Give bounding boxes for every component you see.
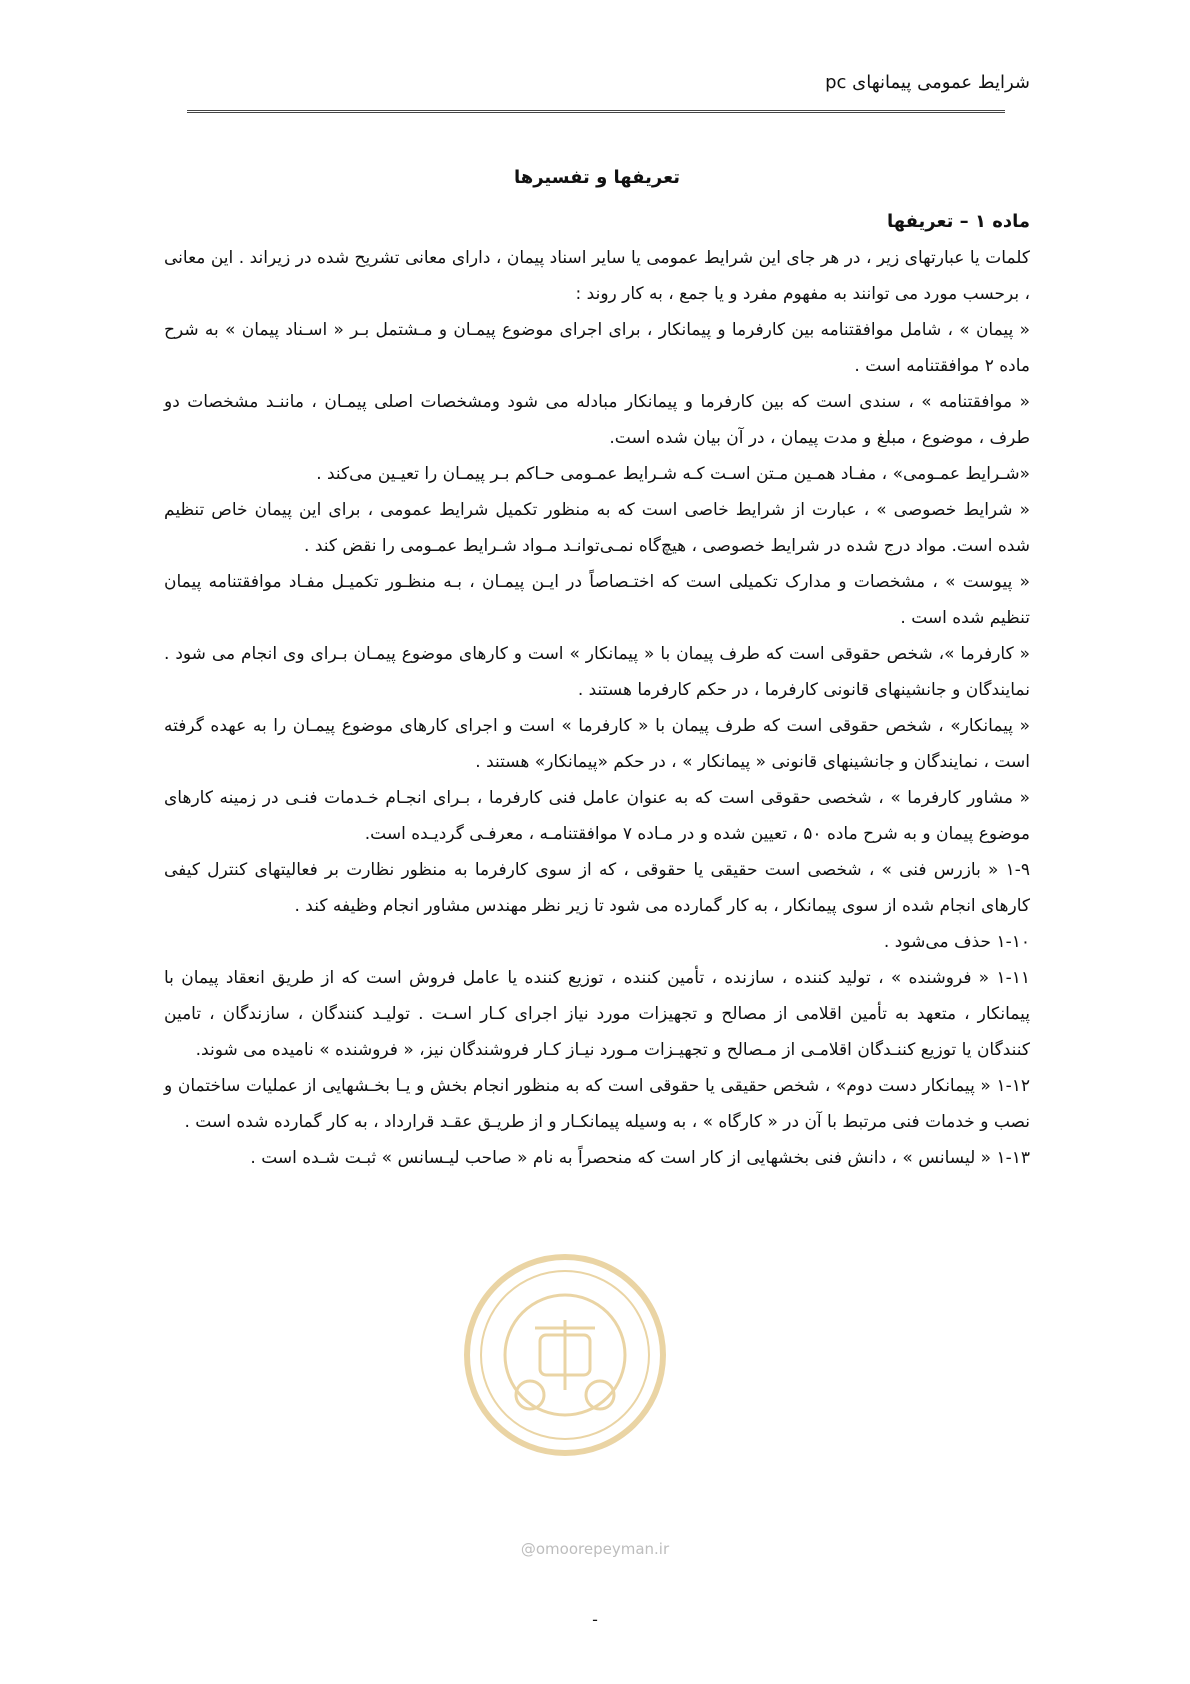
paragraph-definition: « پیوست » ، مشخصات و مدارک تکمیلی است که اختـصاصاً در ایـن پیمـان ، بـه منظـور تکمیـل مفـاد موافقتنامه پیمان تنظیم شده است . [164, 572, 1030, 628]
watermark-seal-icon [460, 1250, 670, 1460]
paragraph-definition: ۱-۱۰ حذف می‌شود . [883, 932, 1030, 952]
article-title: ماده ۱ – تعریفها [886, 211, 1030, 232]
paragraph-definition: ۱-۱۱ « فروشنده » ، تولید کننده ، سازنده ، تأمین کننده ، توزیع کننده یا عامل فروش است که از طریق انعقاد پیمان با پیمانکار ، متعهد به تأمین اقلامی از مصالح و تجهیزات مورد نیاز اجرای کـار اسـت . تولیـد کنندگان ، سازندگان ، تامین کنندگان یا توزیع کننـدگان اقلامـی از مـصالح و تجهیـزات مـورد نیـاز کـار فروشندگان نیز، « فروشنده » نامیده می شوند. [164, 968, 1030, 1060]
page-number: - [592, 1610, 598, 1629]
header-divider [187, 110, 1005, 113]
section-title: تعریفها و تفسیرها [513, 167, 680, 188]
watermark-site-label: @omoorepeyman.ir [520, 1540, 670, 1558]
paragraph-definition: « مشاور کارفرما » ، شخصی حقوقی است که به عنوان عامل فنی کارفرما ، بـرای انجـام خـدمات فنـی در زمینه کارهای موضوع پیمان و به شرح ماده ۵۰ ، تعیین شده و در مـاده ۷ موافقتنامـه ، معرفـی گردیـده است. [164, 788, 1030, 844]
paragraph-definition: « شرایط خصوصی » ، عبارت از شرایط خاصی است که به منظور تکمیل شرایط عمومی ، برای این پیمان خاص تنظیم شده است. مواد درج شده در شرایط خصوصی ، هیچ‌گاه نمـی‌توانـد مـواد شـرایط عمـومی را نقض کند . [164, 500, 1030, 556]
paragraph-definition: « پیمان » ، شامل موافقتنامه بین کارفرما و پیمانکار ، برای اجرای موضوع پیمـان و مـشتمل بـر « اسـناد پیمان » به شرح ماده ۲ موافقتنامه است . [164, 320, 1030, 376]
paragraph-definition: ۱-۱۲ « پیمانکار دست دوم» ، شخص حقیقی یا حقوقی است که به منظور انجام بخش و یـا بخـشهایی از عملیات ساختمان و نصب و خدمات فنی مرتبط با آن در « کارگاه » ، به وسیله پیمانکـار و از طریـق عقـد قرارداد ، به کار گمارده شده است . [164, 1076, 1030, 1132]
document-body [164, 160, 1030, 1176]
paragraph-intro: کلمات یا عبارتهای زیر ، در هر جای این شرایط عمومی یا سایر اسناد پیمان ، دارای معانی تشریح شده در زیراند . این معانی ، برحسب مورد می توانند به مفهوم مفرد و یا جمع ، به کار روند : [164, 248, 1030, 304]
paragraph-definition: «شـرایط عمـومی» ، مفـاد همـین مـتن اسـت کـه شـرایط عمـومی حـاکم بـر پیمـان را تعیـین می‌کند . [316, 464, 1030, 484]
paragraph-definition: « موافقتنامه » ، سندی است که بین کارفرما و پیمانکار مبادله می شود ومشخصات اصلی پیمـان ، ماننـد مشخصات دو طرف ، موضوع ، مبلغ و مدت پیمان ، در آن بیان شده است. [164, 392, 1030, 448]
paragraph-definition: « کارفرما »، شخص حقوقی است که طرف پیمان با « پیمانکار » است و کارهای موضوع پیمـان بـرای وی انجام می شود . نمایندگان و جانشینهای قانونی کارفرما ، در حکم کارفرما هستند . [164, 644, 1030, 700]
paragraph-definition: « پیمانکار» ، شخص حقوقی است که طرف پیمان با « کارفرما » است و اجرای کارهای موضوع پیمـان را به عهده گرفته است ، نمایندگان و جانشینهای قانونی « پیمانکار » ، در حکم «پیمانکار» هستند . [164, 716, 1030, 772]
paragraph-definition: ۱-۱۳ « لیسانس » ، دانش فنی بخشهایی از کار است که منحصراً به نام « صاحب لیـسانس » ثبـت شـده است . [250, 1148, 1030, 1168]
paragraph-definition: ۱-۹ « بازرس فنی » ، شخصی است حقیقی یا حقوقی ، که از سوی کارفرما به منظور نظارت بر فعالیتهای کنترل کیفی کارهای انجام شده از سوی پیمانکار ، به کار گمارده می شود تا زیر نظر مهندس مشاور انجام وظیفه کند . [164, 860, 1030, 916]
page-header-title: شرایط عمومی پیمانهای pc [825, 72, 1030, 93]
